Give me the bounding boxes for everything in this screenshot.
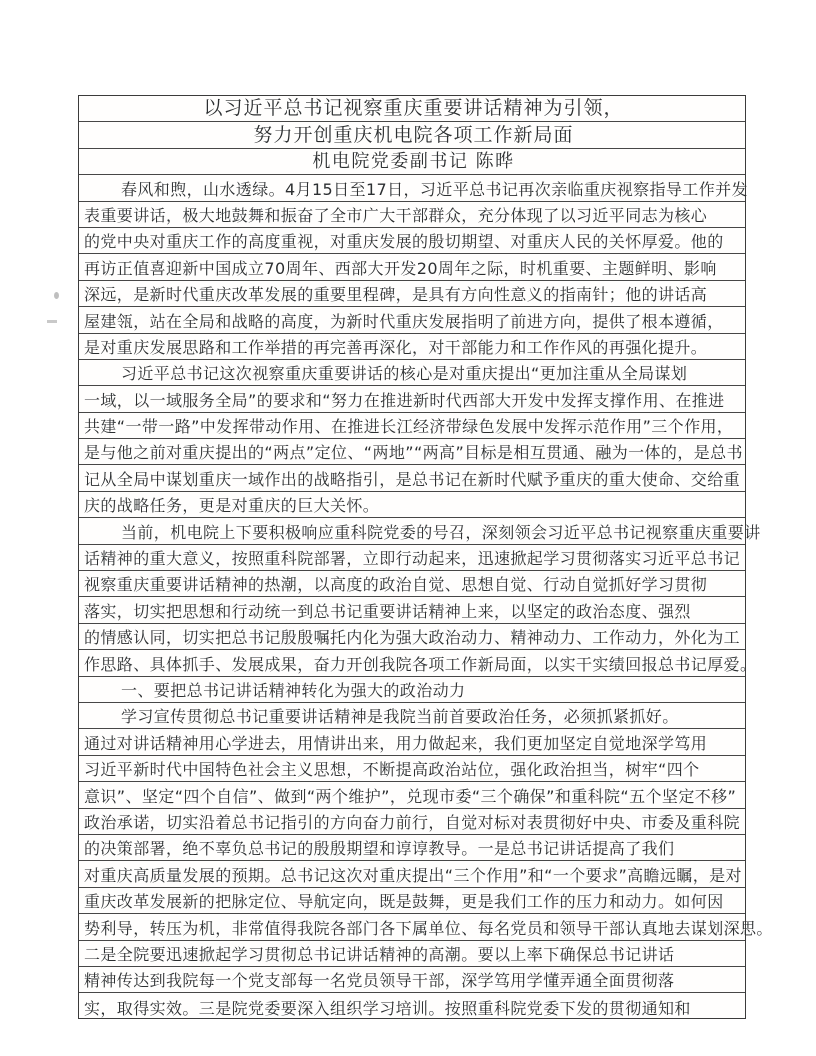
handwritten-text: 表重要讲话，极大地鼓舞和振奋了全市广大干部群众，充分体现了以习近平同志为核心 <box>84 205 708 225</box>
manuscript-line <box>79 518 761 544</box>
handwritten-text: 一、要把总书记讲话精神转化为强大的政治动力 <box>121 680 466 700</box>
manuscript-line <box>79 914 773 940</box>
manuscript-line <box>79 967 745 993</box>
handwritten-text: 对重庆高质量发展的预期。总书记这次对重庆提出“三个作用”和“一个要求”高瞻远瞩，是对 <box>84 865 742 885</box>
handwritten-text: 是对重庆发展思路和工作举措的再完善再深化，对干部能力和工作作风的再强化提升。 <box>84 337 708 357</box>
handwritten-text: 习近平总书记这次视察重庆重要讲话的核心是对重庆提出“更加注重从全局谋划 <box>121 364 688 384</box>
handwritten-text: 落实，切实把思想和行动统一到总书记重要讲话精神上来，以坚定的政治态度、强烈 <box>84 601 691 621</box>
handwritten-text: 庆的战略任务，更是对重庆的巨大关怀。 <box>84 496 380 516</box>
manuscript-line <box>79 861 745 887</box>
handwritten-text: 的决策部署，绝不辜负总书记的殷殷期望和谆谆教导。一是总书记讲话提高了我们 <box>84 839 675 859</box>
manuscript-line <box>79 756 745 782</box>
handwritten-text: 深远，是新时代重庆改革发展的重要里程碑，是具有方向性意义的指南针；他的讲话高 <box>84 285 708 305</box>
handwritten-text: 的党中央对重庆工作的高度重视，对重庆发展的殷切期望、对重庆人民的关怀厚爱。他的 <box>84 232 724 252</box>
handwritten-text: 机电院党委副书记 陈晔 <box>312 151 515 173</box>
handwritten-text: 是与他之前对重庆提出的“两点”定位、“两地”“两高”目标是相互贯通、融为一体的，是总书 <box>84 443 743 463</box>
section-heading <box>79 677 745 703</box>
handwritten-text: 政治承诺，切实沿着总书记指引的方向奋力前行，自觉对标对表贯彻好中央、市委及重科院 <box>84 812 741 832</box>
handwritten-text: 再访正值喜迎新中国成立70周年、西部大开发20周年之际，时机重要、主题鲜明、影响 <box>84 258 717 278</box>
margin-mark <box>54 292 59 299</box>
manuscript-line <box>79 334 745 360</box>
manuscript-line <box>79 281 745 307</box>
manuscript-line <box>79 228 745 254</box>
manuscript-line <box>79 202 745 228</box>
manuscript-line <box>79 439 745 465</box>
margin-mark <box>47 320 57 323</box>
title-line-1 <box>79 96 745 122</box>
manuscript-line <box>79 993 745 1019</box>
manuscript-line <box>79 888 745 914</box>
manuscript-line <box>79 809 745 835</box>
manuscript-sheet <box>78 95 773 1019</box>
handwritten-text: 努力开创重庆机电院各项工作新局面 <box>253 123 574 146</box>
handwritten-text: 记从全局中谋划重庆一域作出的战略指引，是总书记在新时代赋予重庆的重大使命、交给重 <box>84 469 741 489</box>
manuscript-line <box>79 782 745 808</box>
handwritten-text: 意识”、坚定“四个自信”、做到“两个维护”，兑现市委“三个确保”和重科院“五个坚定不移” <box>84 786 737 806</box>
handwritten-text: 的情感认同，切实把总书记殷殷嘱托内化为强大政治动力、精神动力、工作动力，外化为工 <box>84 628 741 648</box>
title-line-2 <box>79 122 745 148</box>
handwritten-text: 学习宣传贯彻总书记重要讲话精神是我院当前首要政治任务，必须抓紧抓好。 <box>121 707 679 727</box>
manuscript-line <box>79 465 745 491</box>
handwritten-text: 实，取得实效。三是院党委要深入组织学习培训。按照重科院党委下发的贯彻通知和 <box>84 998 691 1018</box>
manuscript-line <box>79 254 745 280</box>
manuscript-line <box>79 941 745 967</box>
handwritten-text: 习近平新时代中国特色社会主义思想，不断提高政治站位，强化政治担当，树牢“四个 <box>84 760 700 780</box>
manuscript-line <box>79 571 745 597</box>
manuscript-line <box>79 545 745 571</box>
manuscript-line <box>79 650 757 676</box>
manuscript-line <box>79 597 745 623</box>
handwritten-text: 势利导，转压为机，非常值得我院各部门各下属单位、每名党员和领导干部认真地去谋划深思。 <box>84 918 773 938</box>
handwritten-text: 通过对讲话精神用心学进去，用情讲出来，用力做起来，我们更加坚定自觉地深学笃用 <box>84 733 708 753</box>
handwritten-text: 共建“一带一路”中发挥带动作用、在推进长江经济带绿色发展中发挥示范作用”三个作用， <box>84 417 734 437</box>
manuscript-line <box>79 492 745 518</box>
manuscript-line <box>79 175 748 201</box>
handwritten-text: 一域，以一域服务全局”的要求和“努力在推进新时代西部大开发中发挥支撑作用、在推进 <box>84 390 725 410</box>
handwritten-text: 以习近平总书记视察重庆重要讲话精神为引领， <box>203 97 624 120</box>
manuscript-line <box>79 386 745 412</box>
handwritten-text: 作思路、具体抓手、发展成果，奋力开创我院各项工作新局面，以实干实绩回报总书记厚爱。 <box>84 654 757 674</box>
handwritten-text: 屋建瓴，站在全局和战略的高度，为新时代重庆发展指明了前进方向，提供了根本遵循， <box>84 311 724 331</box>
handwritten-text: 视察重庆重要讲话精神的热潮，以高度的政治自觉、思想自觉、行动自觉抓好学习贯彻 <box>84 575 708 595</box>
manuscript-line <box>79 413 745 439</box>
handwritten-text: 春风和煦，山水透绿。4月15日至17日，习近平总书记再次亲临重庆视察指导工作并发 <box>121 179 748 199</box>
handwritten-text: 重庆改革发展新的把脉定位、导航定向，既是鼓舞，更是我们工作的压力和动力。如何因 <box>84 892 724 912</box>
manuscript-line <box>79 729 745 755</box>
handwritten-text: 二是全院要迅速掀起学习贯彻总书记讲话精神的高潮。要以上率下确保总书记讲话 <box>84 944 675 964</box>
handwritten-text: 当前，机电院上下要积极响应重科院党委的号召，深刻领会习近平总书记视察重庆重要讲 <box>121 522 761 542</box>
manuscript-line <box>79 624 745 650</box>
manuscript-line <box>79 835 745 861</box>
byline <box>79 149 745 175</box>
manuscript-line <box>79 307 745 333</box>
manuscript-line <box>79 703 745 729</box>
manuscript-line <box>79 360 745 386</box>
handwritten-text: 话精神的重大意义，按照重科院部署，立即行动起来，迅速掀起学习贯彻落实习近平总书记 <box>84 549 741 569</box>
handwritten-text: 精神传达到我院每一个党支部每一名党员领导干部，深学笃用学懂弄通全面贯彻落 <box>84 971 675 991</box>
